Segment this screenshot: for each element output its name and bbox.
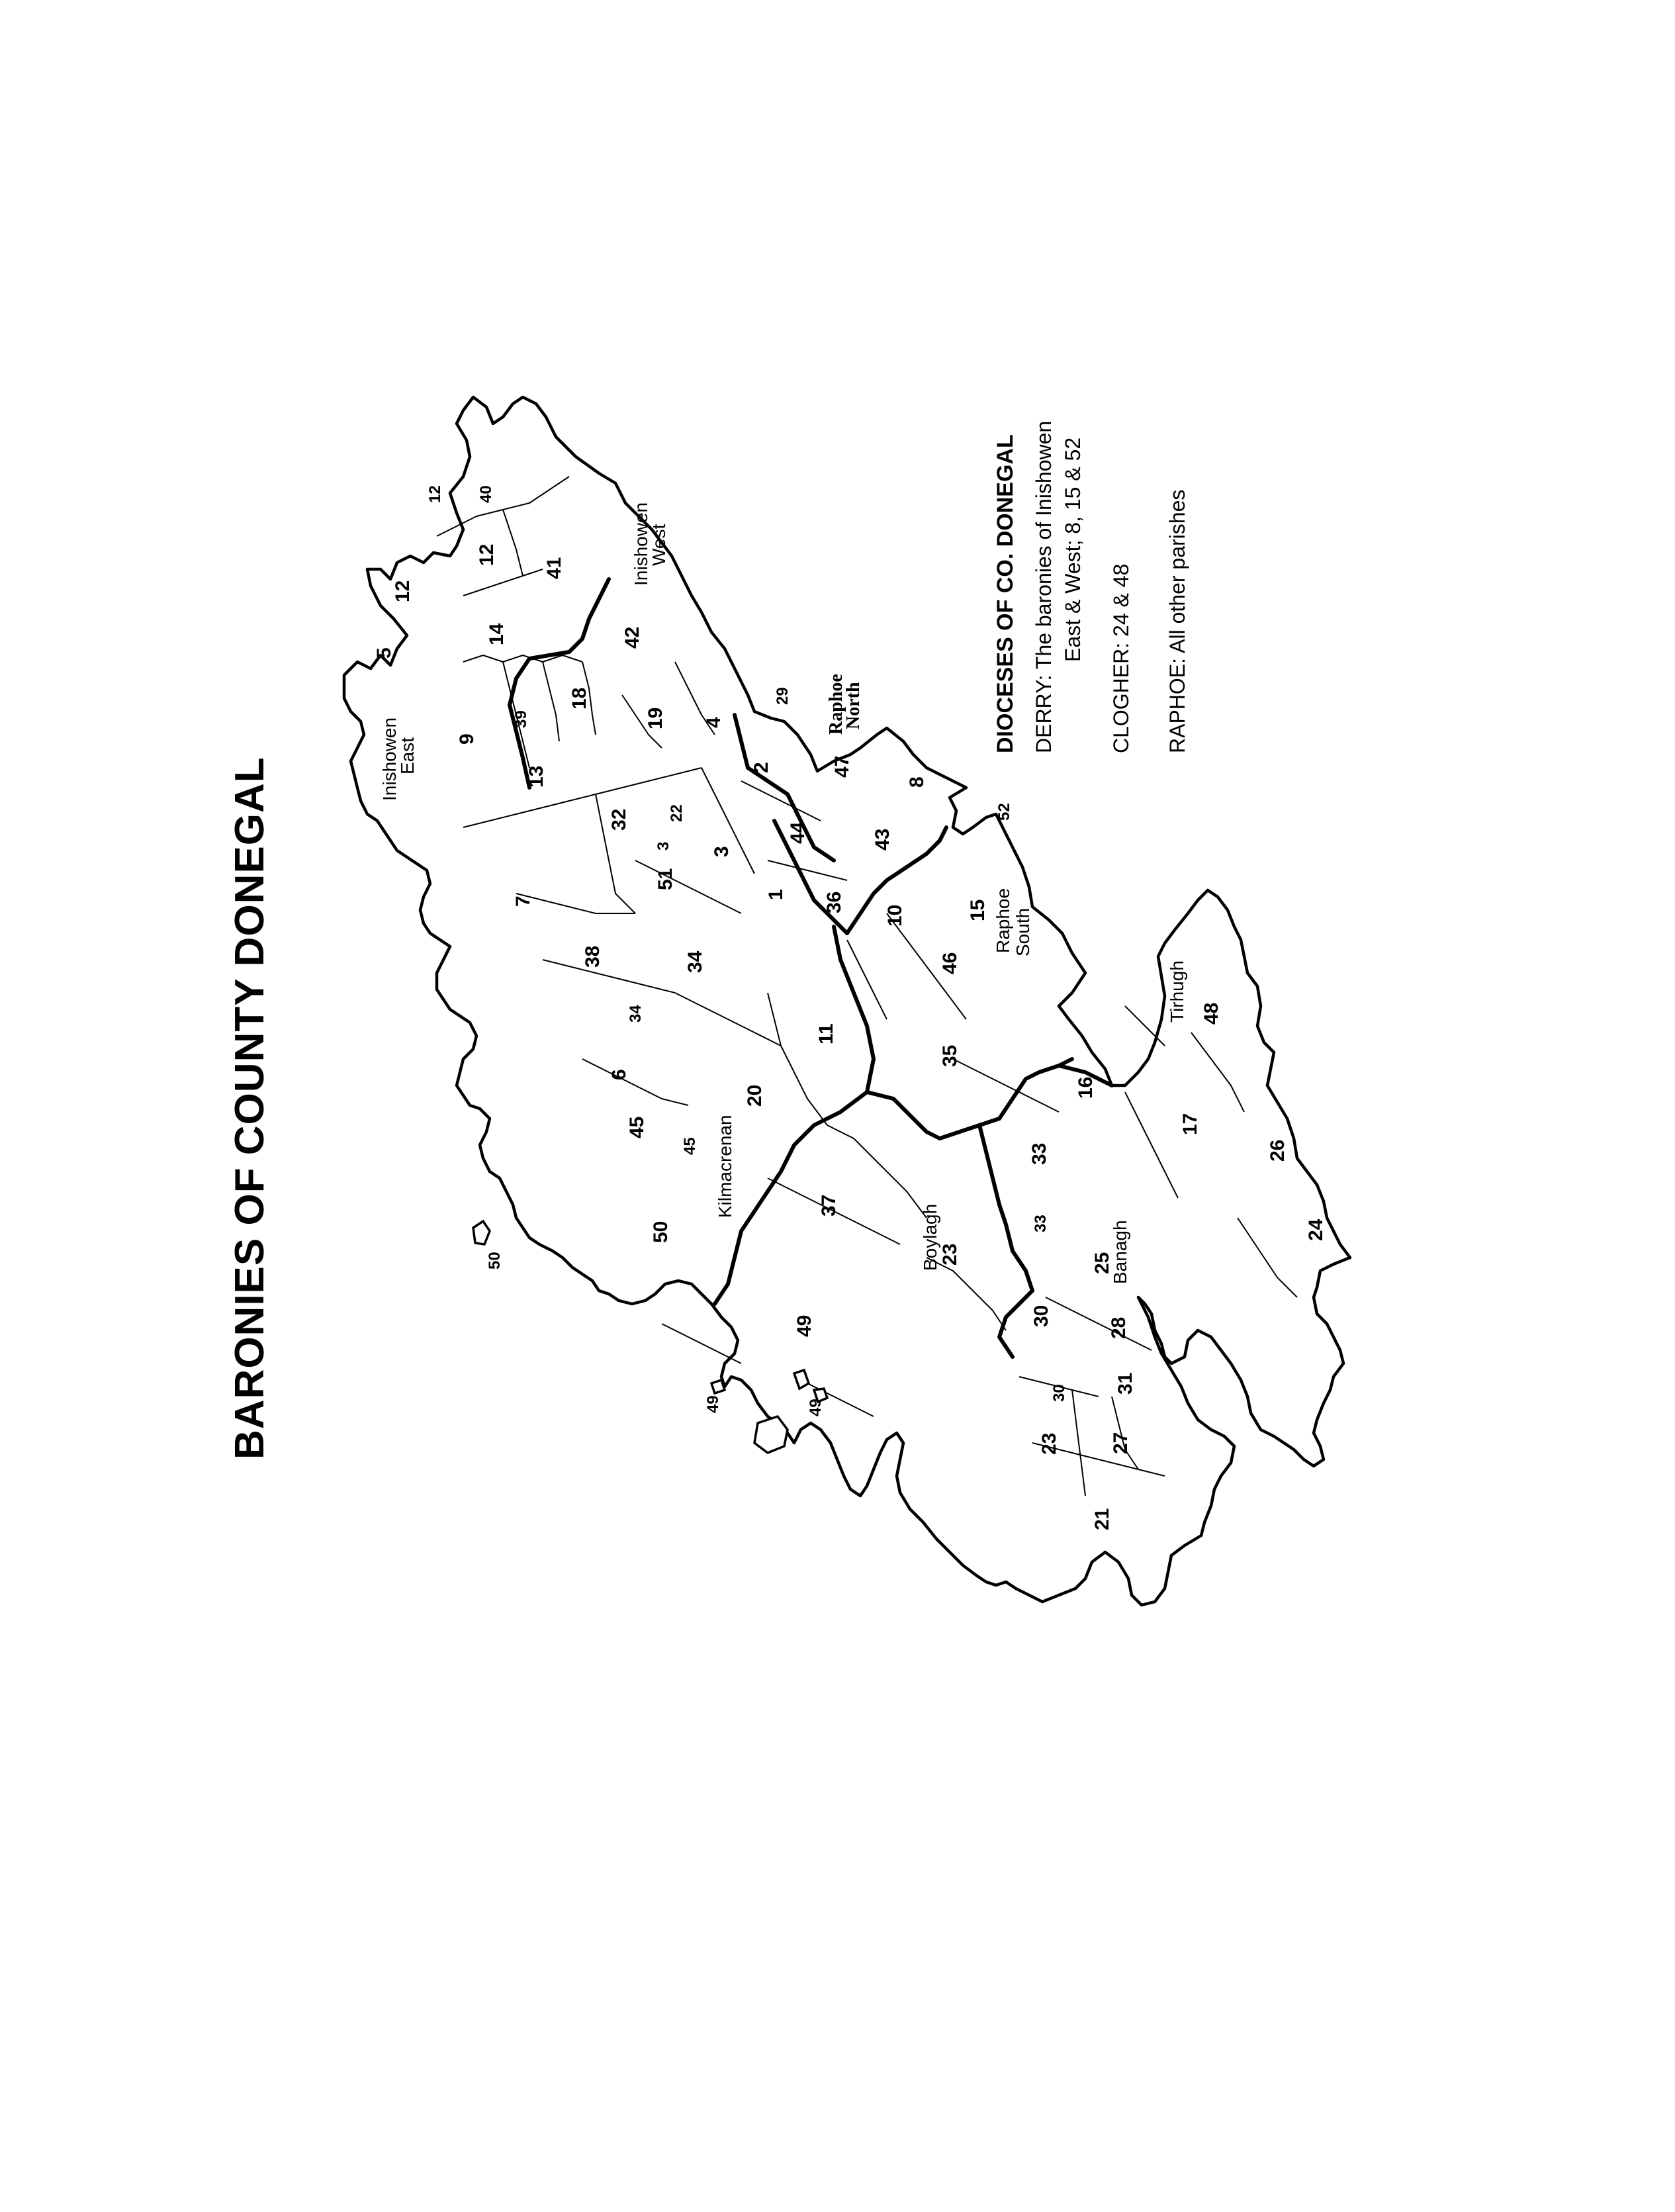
parish-49-a: 49 bbox=[793, 1314, 815, 1337]
parish-45-b: 45 bbox=[681, 1137, 699, 1155]
parish-41: 41 bbox=[543, 557, 565, 579]
parish-46: 46 bbox=[939, 952, 961, 974]
county-outline bbox=[344, 397, 1350, 1605]
parish-24: 24 bbox=[1305, 1219, 1327, 1241]
barony-raphoe-south-1: Raphoe bbox=[993, 888, 1013, 953]
parish-26: 26 bbox=[1267, 1139, 1289, 1162]
parish-37: 37 bbox=[818, 1194, 840, 1217]
barony-kilmacrenan: Kilmacrenan bbox=[715, 1115, 735, 1218]
parish-43: 43 bbox=[872, 828, 893, 851]
barony-inishowen-east-1: Inishowen bbox=[379, 717, 400, 801]
parish-49-c: 49 bbox=[807, 1399, 825, 1416]
parish-10: 10 bbox=[884, 904, 906, 927]
parish-49-b: 49 bbox=[704, 1395, 722, 1413]
parish-33-b: 33 bbox=[1032, 1215, 1050, 1232]
parish-27: 27 bbox=[1110, 1432, 1132, 1454]
parish-39: 39 bbox=[512, 710, 530, 728]
parish-13: 13 bbox=[525, 765, 547, 788]
parish-28: 28 bbox=[1108, 1316, 1130, 1339]
island-49-b bbox=[754, 1416, 788, 1453]
legend-derry-2: East & West; 8, 15 & 52 bbox=[1061, 437, 1085, 662]
parish-9: 9 bbox=[456, 733, 478, 745]
parish-25: 25 bbox=[1091, 1252, 1113, 1274]
parish-2: 2 bbox=[750, 762, 772, 773]
parish-7: 7 bbox=[512, 896, 534, 907]
parish-32: 32 bbox=[608, 808, 630, 831]
parish-29: 29 bbox=[774, 687, 792, 705]
island-49-a bbox=[711, 1380, 725, 1393]
parish-18: 18 bbox=[568, 687, 590, 710]
parish-30-a: 30 bbox=[1030, 1305, 1052, 1327]
barony-tirhugh: Tirhugh bbox=[1167, 960, 1187, 1023]
map-title: BARONIES OF COUNTY DONEGAL bbox=[227, 757, 273, 1459]
parish-44: 44 bbox=[787, 821, 809, 844]
barony-inishowen-west-1: Inishowen bbox=[631, 502, 651, 586]
dioceses-legend bbox=[993, 421, 1189, 753]
island-50 bbox=[473, 1221, 490, 1244]
parish-34-b: 34 bbox=[627, 1005, 645, 1023]
parish-19: 19 bbox=[645, 707, 666, 729]
parish-34-a: 34 bbox=[684, 950, 706, 973]
parish-40: 40 bbox=[477, 485, 495, 503]
legend-heading: DIOCESES OF CO. DONEGAL bbox=[993, 434, 1018, 753]
parish-3-small: 3 bbox=[655, 841, 672, 851]
parish-3: 3 bbox=[711, 846, 733, 857]
parish-6: 6 bbox=[608, 1069, 630, 1080]
parish-42: 42 bbox=[621, 626, 643, 649]
parish-47: 47 bbox=[831, 755, 853, 778]
parish-36: 36 bbox=[823, 891, 845, 913]
parish-50-b: 50 bbox=[486, 1252, 504, 1269]
parish-4: 4 bbox=[703, 717, 725, 728]
parish-12-b: 12 bbox=[476, 543, 498, 566]
parish-20: 20 bbox=[744, 1084, 766, 1107]
parish-11: 11 bbox=[815, 1023, 837, 1044]
parish-12-a: 12 bbox=[392, 580, 414, 602]
parish-38: 38 bbox=[582, 945, 604, 968]
parish-31: 31 bbox=[1114, 1372, 1136, 1395]
legend-clogher: CLOGHER: 24 & 48 bbox=[1109, 563, 1133, 753]
barony-inishowen-west-2: West bbox=[649, 524, 669, 566]
parish-5: 5 bbox=[373, 647, 395, 659]
parish-52: 52 bbox=[995, 803, 1013, 821]
barony-inishowen-east-2: East bbox=[397, 737, 418, 774]
parish-30-b: 30 bbox=[1050, 1384, 1068, 1402]
legend-derry-1: DERRY: The baronies of Inishowen bbox=[1032, 420, 1056, 753]
barony-raphoe-north-1: Raphoe bbox=[826, 674, 846, 735]
parish-51: 51 bbox=[655, 868, 676, 890]
parish-16: 16 bbox=[1075, 1076, 1097, 1099]
parish-50-a: 50 bbox=[650, 1221, 672, 1243]
legend-raphoe: RAPHOE: All other parishes bbox=[1165, 489, 1189, 753]
barony-raphoe-north-2: North bbox=[843, 682, 864, 729]
barony-raphoe-south-2: South bbox=[1013, 907, 1033, 956]
parish-14: 14 bbox=[486, 623, 508, 645]
parish-17: 17 bbox=[1179, 1113, 1201, 1135]
parish-15: 15 bbox=[967, 899, 989, 921]
parish-12-c: 12 bbox=[426, 485, 444, 503]
parish-45-a: 45 bbox=[626, 1116, 648, 1138]
parish-8: 8 bbox=[906, 776, 928, 788]
parish-1: 1 bbox=[765, 889, 787, 900]
barony-banagh: Banagh bbox=[1110, 1220, 1130, 1284]
parish-35: 35 bbox=[939, 1044, 961, 1067]
parish-48: 48 bbox=[1200, 1002, 1222, 1025]
barony-boylagh: Boylagh bbox=[920, 1203, 940, 1271]
parish-23-b: 23 bbox=[1038, 1432, 1060, 1455]
parish-33-a: 33 bbox=[1028, 1142, 1050, 1165]
parish-23-a: 23 bbox=[939, 1243, 961, 1266]
parish-22: 22 bbox=[668, 804, 686, 822]
parish-21: 21 bbox=[1091, 1508, 1113, 1530]
